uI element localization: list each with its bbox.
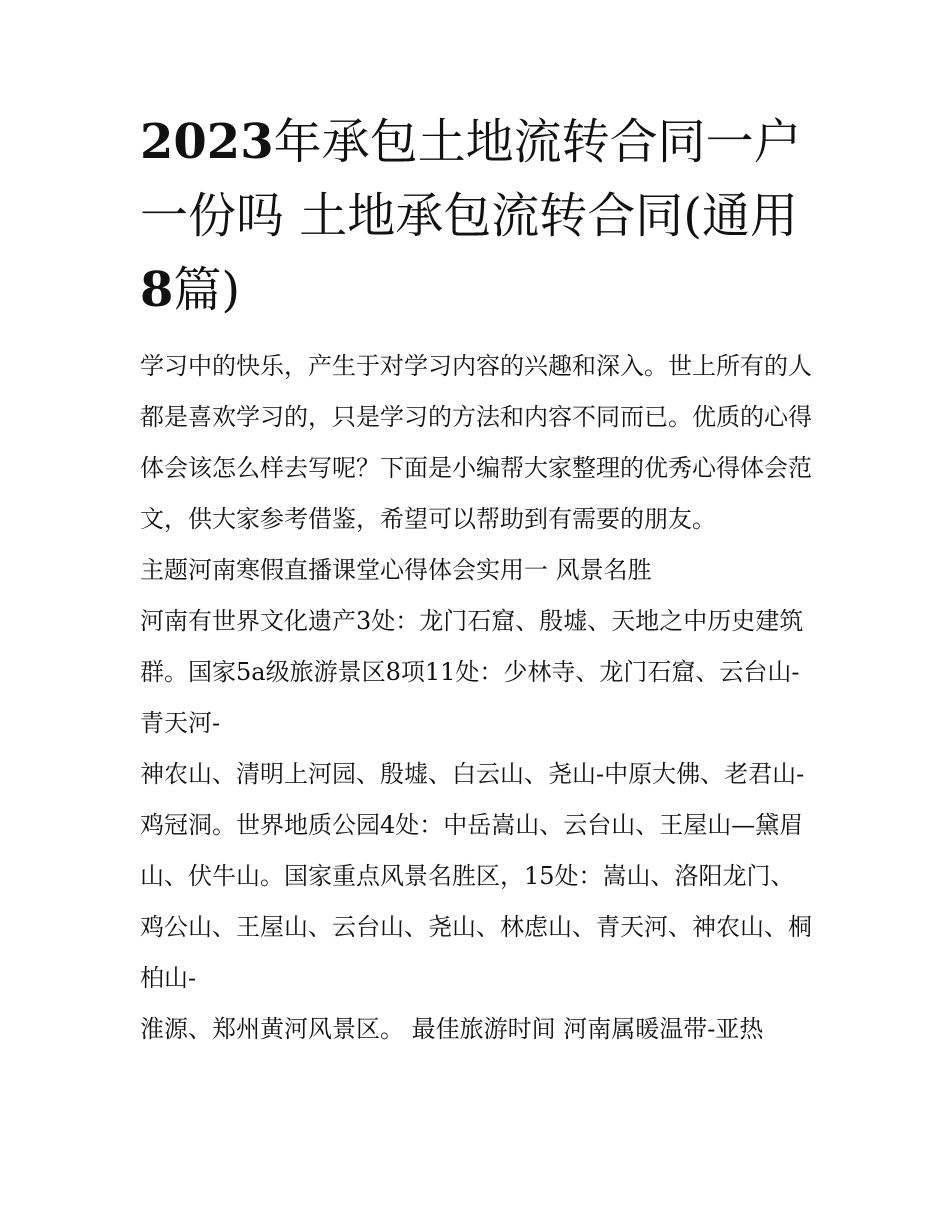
paragraph-intro: 学习中的快乐，产生于对学习内容的兴趣和深入。世上所有的人都是喜欢学习的，只是学习的方法和内容不同而已。优质的心得体会该怎么样去写呢？下面是小编帮大家整理的优秀心得体会范文，供大家参考借鉴，希望可以帮助到有需要的朋友。 xyxy=(140,352,812,533)
document-title xyxy=(140,105,812,327)
title-end: 篇) xyxy=(173,262,241,318)
paragraph-travel-time: 淮源、郑州黄河风景区。 最佳旅游时间 河南属暖温带-亚热 xyxy=(140,1015,764,1043)
title-main: 年承包土地流转合同一户一份吗 土地承包流转合同(通用 xyxy=(140,114,802,244)
paragraph-geopark: 鸡冠洞。世界地质公园4处：中岳嵩山、云台山、王屋山—黛眉山、伏牛山。国家重点风景名胜区，15处：嵩山、洛阳龙门、鸡公山、王屋山、云台山、尧山、林虑山、青天河、神农山、桐柏山- xyxy=(140,811,812,992)
document-content xyxy=(140,105,812,1055)
paragraph-heritage: 河南有世界文化遗产3处：龙门石窟、殷墟、天地之中历史建筑群。国家5a级旅游景区8项11处：少林寺、龙门石窟、云台山-青天河- xyxy=(140,607,804,737)
title-year: 2023 xyxy=(140,114,274,170)
title-count: 8 xyxy=(140,262,174,318)
document-body xyxy=(140,341,812,1055)
paragraph-scenic-list: 神农山、清明上河园、殷墟、白云山、尧山-中原大佛、老君山- xyxy=(140,760,805,788)
paragraph-heading: 主题河南寒假直播课堂心得体会实用一 风景名胜 xyxy=(140,556,652,584)
